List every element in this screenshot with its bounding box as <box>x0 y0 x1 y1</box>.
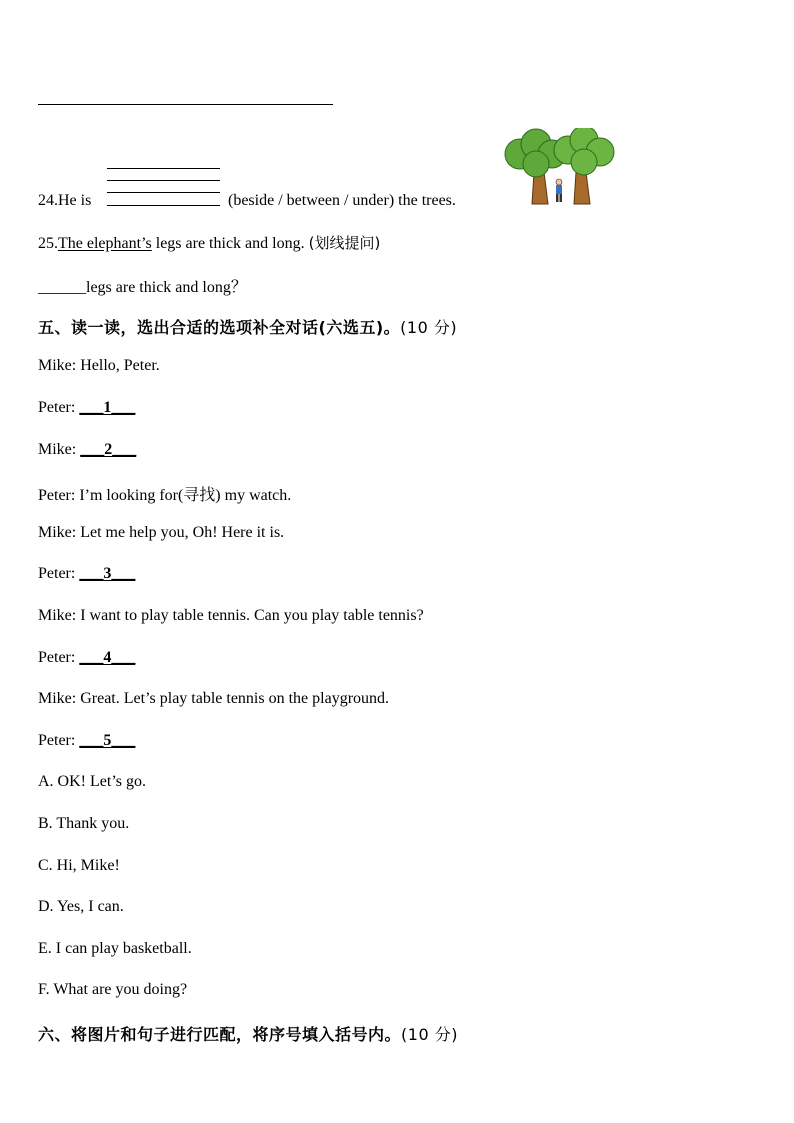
section-5-title <box>38 315 457 338</box>
dialogue-text: I want to play table tennis. Can you play table tennis? <box>80 607 424 624</box>
question-24 <box>38 192 91 210</box>
section-title-text: 五、读一读，选出合适的选项补全对话(六选五)。 <box>38 318 401 337</box>
question-text: He is <box>58 192 92 209</box>
dialogue-text: Let me help you, Oh! Here it is. <box>80 524 285 541</box>
speaker: Peter: <box>38 565 76 582</box>
underlined-phrase: The elephant’s <box>58 235 152 252</box>
option-f: F. What are you doing? <box>38 981 188 998</box>
dialogue-text: I’m looking for(寻找) my watch. <box>79 487 292 504</box>
speaker: Peter: <box>38 487 76 504</box>
dialogue-text: Great. Let’s play table tennis on the playground. <box>80 690 390 707</box>
question-24-options: (beside / between / under) the trees. <box>228 192 456 209</box>
option-e: E. I can play basketball. <box>38 940 192 957</box>
speaker: Mike: <box>38 524 77 541</box>
question-25 <box>38 232 380 253</box>
dialogue-line <box>38 690 389 708</box>
dialogue-line <box>38 399 135 417</box>
dialogue-text: Hello, Peter. <box>80 357 160 374</box>
answer-blank[interactable]: ___4___ <box>79 649 136 666</box>
answer-blank[interactable]: ___2___ <box>80 441 137 458</box>
section-6-title <box>38 1022 458 1045</box>
speaker: Mike: <box>38 690 77 707</box>
dialogue-line <box>38 565 135 583</box>
answer-blank[interactable]: ___5___ <box>79 732 136 749</box>
speaker: Mike: <box>38 441 77 458</box>
answer-text: legs are thick and long？ <box>86 279 247 296</box>
boy-figure <box>556 179 562 202</box>
speaker: Peter: <box>38 732 76 749</box>
answer-line <box>38 104 333 105</box>
question-note: (划线提问) <box>308 234 381 252</box>
option-b: B. Thank you. <box>38 815 130 832</box>
trees-illustration <box>500 128 616 208</box>
tree-canopy <box>554 128 614 175</box>
speaker: Mike: <box>38 607 77 624</box>
dialogue-line <box>38 607 424 625</box>
question-number: 25. <box>38 235 58 252</box>
speaker: Peter: <box>38 399 76 416</box>
dialogue-line <box>38 357 160 375</box>
answer-blank[interactable]: ______ <box>38 279 86 296</box>
dialogue-line <box>38 524 284 542</box>
question-25-answer <box>38 274 247 297</box>
speaker: Mike: <box>38 357 77 374</box>
answer-blank[interactable]: ___3___ <box>79 565 136 582</box>
section-score: (10 分) <box>401 1025 458 1044</box>
option-d: D. Yes, I can. <box>38 898 124 915</box>
dialogue-line <box>38 482 291 505</box>
question-text: legs are thick and long. <box>151 235 305 252</box>
tree-trunk <box>574 172 590 204</box>
option-a: A. OK! Let’s go. <box>38 773 146 790</box>
option-c: C. Hi, Mike! <box>38 857 120 874</box>
dialogue-line <box>38 441 136 459</box>
speaker: Peter: <box>38 649 76 666</box>
dialogue-line <box>38 732 135 750</box>
question-number: 24. <box>38 192 58 209</box>
section-title-text: 六、将图片和句子进行匹配，将序号填入括号内。 <box>38 1025 402 1044</box>
section-score: (10 分) <box>400 318 458 337</box>
q24-answer-lines[interactable] <box>107 168 220 208</box>
dialogue-line <box>38 649 135 667</box>
answer-blank[interactable]: ___1___ <box>79 399 136 416</box>
